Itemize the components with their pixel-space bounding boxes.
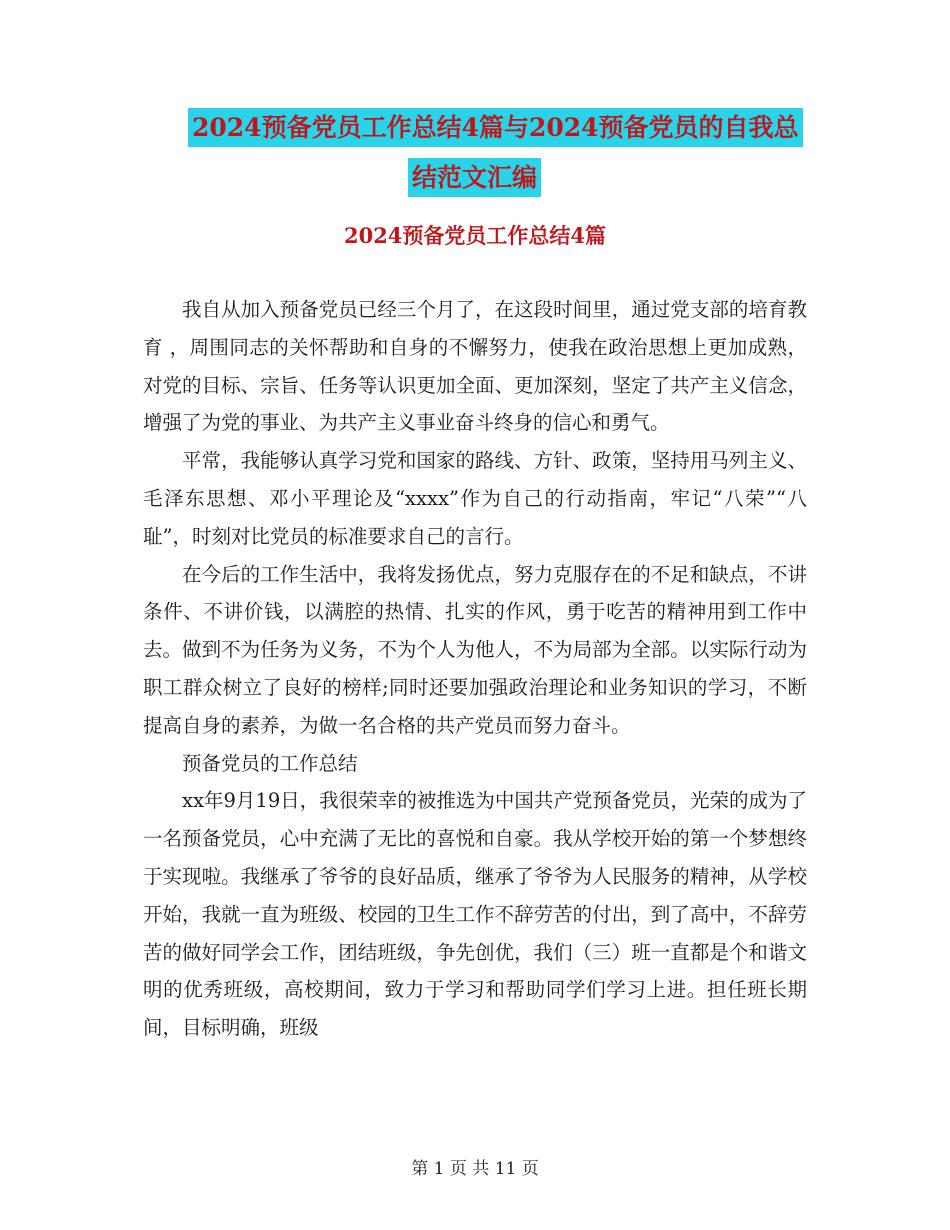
document-title-line-2: 结范文汇编 [408, 158, 541, 197]
document-title-line-1: 2024预备党员工作总结4篇与2024预备党员的自我总 [188, 108, 803, 147]
body-text [143, 291, 807, 1047]
paragraph: 我自从加入预备党员已经三个月了，在这段时间里，通过党支部的培育教育 ，周围同志的关怀帮助和自身的不懈努力，使我在政治思想上更加成熟，对党的目标、宗旨、任务等认识更加全面、更加深刻，坚定了共产主义信念，增强了为党的事业、为共产主义事业奋斗终身的信心和勇气。 [143, 298, 807, 435]
paragraph: 平常，我能够认真学习党和国家的路线、方针、政策，坚持用马列主义、毛泽东思想、邓小平理论及“xxxx”作为自己的行动指南，牢记“八荣”“八耻”，时刻对比党员的标准要求自己的言行。 [143, 449, 807, 548]
paragraph-subheading: 预备党员的工作总结 [182, 751, 358, 775]
paragraph: 在今后的工作生活中，我将发扬优点，努力克服存在的不足和缺点，不讲条件、不讲价钱，以满腔的热情、扎实的作风，勇于吃苦的精神用到工作中去。做到不为任务为义务，不为个人为他人，不为局部为全部。以实际行动为职工群众树立了良好的榜样;同时还要加强政治理论和业务知识的学习，不断提高自身的素养，为做一名合格的共产党员而努力奋斗。 [143, 562, 807, 737]
section-heading: 2024预备党员工作总结4篇 [343, 223, 607, 248]
paragraph: xx年9月19日，我很荣幸的被推选为中国共产党预备党员，光荣的成为了一名预备党员，心中充满了无比的喜悦和自豪。我从学校开始的第一个梦想终于实现啦。我继承了爷爷的良好品质，继承了爷爷为人民服务的精神，从学校开始，我就一直为班级、校园的卫生工作不辞劳苦的付出，到了高中，不辞劳苦的做好同学会工作，团结班级，争先创优，我们（三）班一直都是个和谐文明的优秀班级，高校期间，致力于学习和帮助同学们学习上进。担任班长期间，目标明确，班级 [143, 789, 807, 1040]
page-footer: 第 1 页 共 11 页 [411, 1159, 539, 1179]
